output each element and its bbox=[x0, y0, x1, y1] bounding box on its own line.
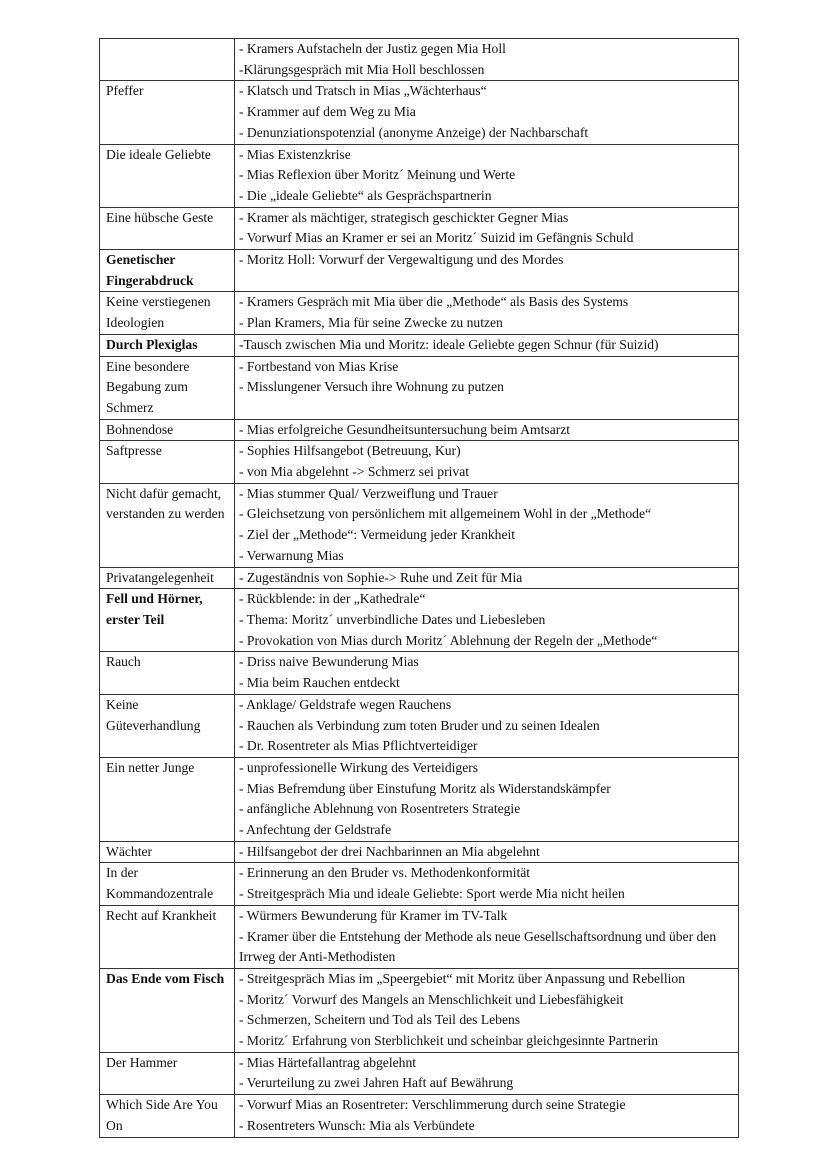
chapter-title-cell: In der Kommandozentrale bbox=[100, 863, 235, 905]
table-row bbox=[100, 441, 739, 483]
chapter-title-cell: Die ideale Geliebte bbox=[100, 144, 235, 207]
chapter-title-cell: Eine hübsche Geste bbox=[100, 207, 235, 249]
chapter-title-cell: Rauch bbox=[100, 652, 235, 694]
summary-line: - Erinnerung an den Bruder vs. Methodenkonformität bbox=[239, 865, 531, 881]
table-row bbox=[100, 1095, 739, 1137]
summary-line: - Klatsch und Tratsch in Mias „Wächterhaus“ bbox=[239, 83, 487, 99]
summary-line: - Mias Härtefallantrag abgelehnt bbox=[239, 1054, 417, 1070]
table-row bbox=[100, 757, 739, 841]
summary-line: - Hilfsangebot der drei Nachbarinnen an Mia abgelehnt bbox=[239, 843, 540, 859]
chapter-title-cell: Ein netter Junge bbox=[100, 757, 235, 841]
summary-line: - Mias Existenzkrise bbox=[239, 146, 351, 162]
summary-line: - Die „ideale Geliebte“ als Gesprächspartnerin bbox=[239, 187, 492, 203]
summary-line: - Gleichsetzung von persönlichem mit allgemeinem Wohl in der „Methode“ bbox=[239, 506, 652, 522]
table-row bbox=[100, 905, 739, 968]
summary-line: - Kramer über die Entstehung der Methode als neue Gesellschaftsordnung und über den Irrweg der Anti-Methodisten bbox=[239, 928, 717, 965]
table-row bbox=[100, 356, 739, 419]
table-row bbox=[100, 694, 739, 757]
summary-cell bbox=[235, 250, 739, 292]
table-row bbox=[100, 81, 739, 144]
chapter-title-cell: Keine verstiegenen Ideologien bbox=[100, 292, 235, 334]
summary-line: - Mias Befremdung über Einstufung Moritz als Widerstandskämpfer bbox=[239, 780, 611, 796]
summary-cell bbox=[235, 334, 739, 356]
summary-line: - Moritz Holl: Vorwurf der Vergewaltigung und des Mordes bbox=[239, 252, 564, 268]
table-row bbox=[100, 863, 739, 905]
summary-line: - Mias stummer Qual/ Verzweiflung und Trauer bbox=[239, 485, 498, 501]
summary-cell bbox=[235, 81, 739, 144]
table-body bbox=[100, 39, 739, 1138]
summary-line: - Sophies Hilfsangebot (Betreuung, Kur) bbox=[239, 443, 461, 459]
table-row bbox=[100, 334, 739, 356]
table-row bbox=[100, 841, 739, 863]
summary-cell bbox=[235, 1052, 739, 1094]
chapter-title-cell: Der Hammer bbox=[100, 1052, 235, 1094]
table-row bbox=[100, 144, 739, 207]
summary-cell bbox=[235, 441, 739, 483]
table-row bbox=[100, 483, 739, 567]
chapter-title-cell: Saftpresse bbox=[100, 441, 235, 483]
summary-line: - Schmerzen, Scheitern und Tod als Teil des Lebens bbox=[239, 1012, 521, 1028]
summary-cell bbox=[235, 652, 739, 694]
summary-line: - Mia beim Rauchen entdeckt bbox=[239, 675, 400, 691]
table-row bbox=[100, 292, 739, 334]
summary-line: - Verwarnung Mias bbox=[239, 547, 344, 563]
summary-line: - Rückblende: in der „Kathedrale“ bbox=[239, 591, 426, 607]
summary-line: - Kramers Aufstacheln der Justiz gegen Mia Holl bbox=[239, 41, 506, 56]
summary-cell bbox=[235, 483, 739, 567]
table-row bbox=[100, 1052, 739, 1094]
summary-line: - Rauchen als Verbindung zum toten Bruder und zu seinen Idealen bbox=[239, 717, 600, 733]
chapter-title-cell bbox=[100, 39, 235, 81]
table-row bbox=[100, 968, 739, 1052]
chapter-title-cell: Privatangelegenheit bbox=[100, 567, 235, 589]
summary-line: - Anfechtung der Geldstrafe bbox=[239, 822, 392, 838]
summary-line: - Streitgespräch Mias im „Speergebiet“ mit Moritz über Anpassung und Rebellion bbox=[239, 970, 685, 986]
summary-line: -Klärungsgespräch mit Mia Holl beschlossen bbox=[239, 61, 485, 77]
table-row bbox=[100, 589, 739, 652]
summary-line: - Vorwurf Mias an Kramer er sei an Moritz´ Suizid im Gefängnis Schuld bbox=[239, 230, 634, 246]
chapter-title-cell: Das Ende vom Fisch bbox=[100, 968, 235, 1052]
chapter-title-cell: Fell und Hörner, erster Teil bbox=[100, 589, 235, 652]
chapter-title-cell: Which Side Are You On bbox=[100, 1095, 235, 1137]
chapter-summary-table bbox=[99, 38, 739, 1138]
summary-line: - Provokation von Mias durch Moritz´ Ablehnung der Regeln der „Methode“ bbox=[239, 632, 658, 648]
summary-line: - Mias Reflexion über Moritz´ Meinung und Werte bbox=[239, 167, 516, 183]
chapter-title-cell: Wächter bbox=[100, 841, 235, 863]
summary-cell bbox=[235, 292, 739, 334]
summary-line: - Mias erfolgreiche Gesundheitsuntersuchung beim Amtsarzt bbox=[239, 421, 571, 437]
summary-cell bbox=[235, 144, 739, 207]
chapter-title-cell: Recht auf Krankheit bbox=[100, 905, 235, 968]
chapter-title-cell: Bohnendose bbox=[100, 419, 235, 441]
summary-cell bbox=[235, 419, 739, 441]
chapter-title-cell: Nicht dafür gemacht, verstanden zu werden bbox=[100, 483, 235, 567]
summary-line: - Moritz´ Vorwurf des Mangels an Menschlichkeit und Liebesfähigkeit bbox=[239, 991, 624, 1007]
summary-cell bbox=[235, 905, 739, 968]
table-row bbox=[100, 207, 739, 249]
summary-line: - Misslungener Versuch ihre Wohnung zu putzen bbox=[239, 379, 504, 395]
summary-cell bbox=[235, 841, 739, 863]
chapter-title-cell: Keine Güteverhandlung bbox=[100, 694, 235, 757]
summary-cell bbox=[235, 207, 739, 249]
summary-line: - Rosentreters Wunsch: Mia als Verbündete bbox=[239, 1117, 475, 1133]
summary-cell bbox=[235, 1095, 739, 1137]
summary-line: - Würmers Bewunderung für Kramer im TV-Talk bbox=[239, 907, 508, 923]
summary-line: - Kramers Gespräch mit Mia über die „Methode“ als Basis des Systems bbox=[239, 294, 629, 310]
summary-cell bbox=[235, 356, 739, 419]
summary-line: - anfängliche Ablehnung von Rosentreters Strategie bbox=[239, 801, 521, 817]
summary-line: - unprofessionelle Wirkung des Verteidigers bbox=[239, 759, 479, 775]
table-row bbox=[100, 39, 739, 81]
chapter-title-cell: Eine besondere Begabung zum Schmerz bbox=[100, 356, 235, 419]
summary-line: - von Mia abgelehnt -> Schmerz sei privat bbox=[239, 464, 470, 480]
chapter-title-cell: Pfeffer bbox=[100, 81, 235, 144]
chapter-title-cell: Durch Plexiglas bbox=[100, 334, 235, 356]
table-row bbox=[100, 419, 739, 441]
summary-line: - Krammer auf dem Weg zu Mia bbox=[239, 104, 416, 120]
summary-line: - Verurteilung zu zwei Jahren Haft auf Bewährung bbox=[239, 1075, 514, 1091]
summary-line: - Zugeständnis von Sophie-> Ruhe und Zeit für Mia bbox=[239, 569, 523, 585]
table-row bbox=[100, 652, 739, 694]
summary-cell bbox=[235, 589, 739, 652]
summary-line: - Ziel der „Methode“: Vermeidung jeder Krankheit bbox=[239, 527, 516, 543]
summary-line: - Kramer als mächtiger, strategisch geschickter Gegner Mias bbox=[239, 209, 569, 225]
summary-cell bbox=[235, 39, 739, 81]
summary-line: - Thema: Moritz´ unverbindliche Dates und Liebesleben bbox=[239, 611, 546, 627]
summary-line: - Streitgespräch Mia und ideale Geliebte: Sport werde Mia nicht heilen bbox=[239, 886, 625, 902]
summary-cell bbox=[235, 694, 739, 757]
summary-line: - Fortbestand von Mias Krise bbox=[239, 358, 399, 374]
summary-line: - Vorwurf Mias an Rosentreter: Verschlimmerung durch seine Strategie bbox=[239, 1097, 626, 1113]
summary-line: - Moritz´ Erfahrung von Sterblichkeit und scheinbar gleichgesinnte Partnerin bbox=[239, 1033, 659, 1049]
summary-cell bbox=[235, 863, 739, 905]
summary-line: - Driss naive Bewunderung Mias bbox=[239, 654, 419, 670]
summary-line: - Plan Kramers, Mia für seine Zwecke zu nutzen bbox=[239, 315, 503, 331]
table-row bbox=[100, 567, 739, 589]
summary-line: - Denunziationspotenzial (anonyme Anzeige) der Nachbarschaft bbox=[239, 124, 589, 140]
table-row bbox=[100, 250, 739, 292]
summary-line: -Tausch zwischen Mia und Moritz: ideale Geliebte gegen Schnur (für Suizid) bbox=[239, 336, 659, 352]
summary-line: - Dr. Rosentreter als Mias Pflichtverteidiger bbox=[239, 738, 478, 754]
summary-cell bbox=[235, 567, 739, 589]
summary-cell bbox=[235, 968, 739, 1052]
summary-cell bbox=[235, 757, 739, 841]
summary-line: - Anklage/ Geldstrafe wegen Rauchens bbox=[239, 696, 452, 712]
chapter-title-cell: Genetischer Fingerabdruck bbox=[100, 250, 235, 292]
